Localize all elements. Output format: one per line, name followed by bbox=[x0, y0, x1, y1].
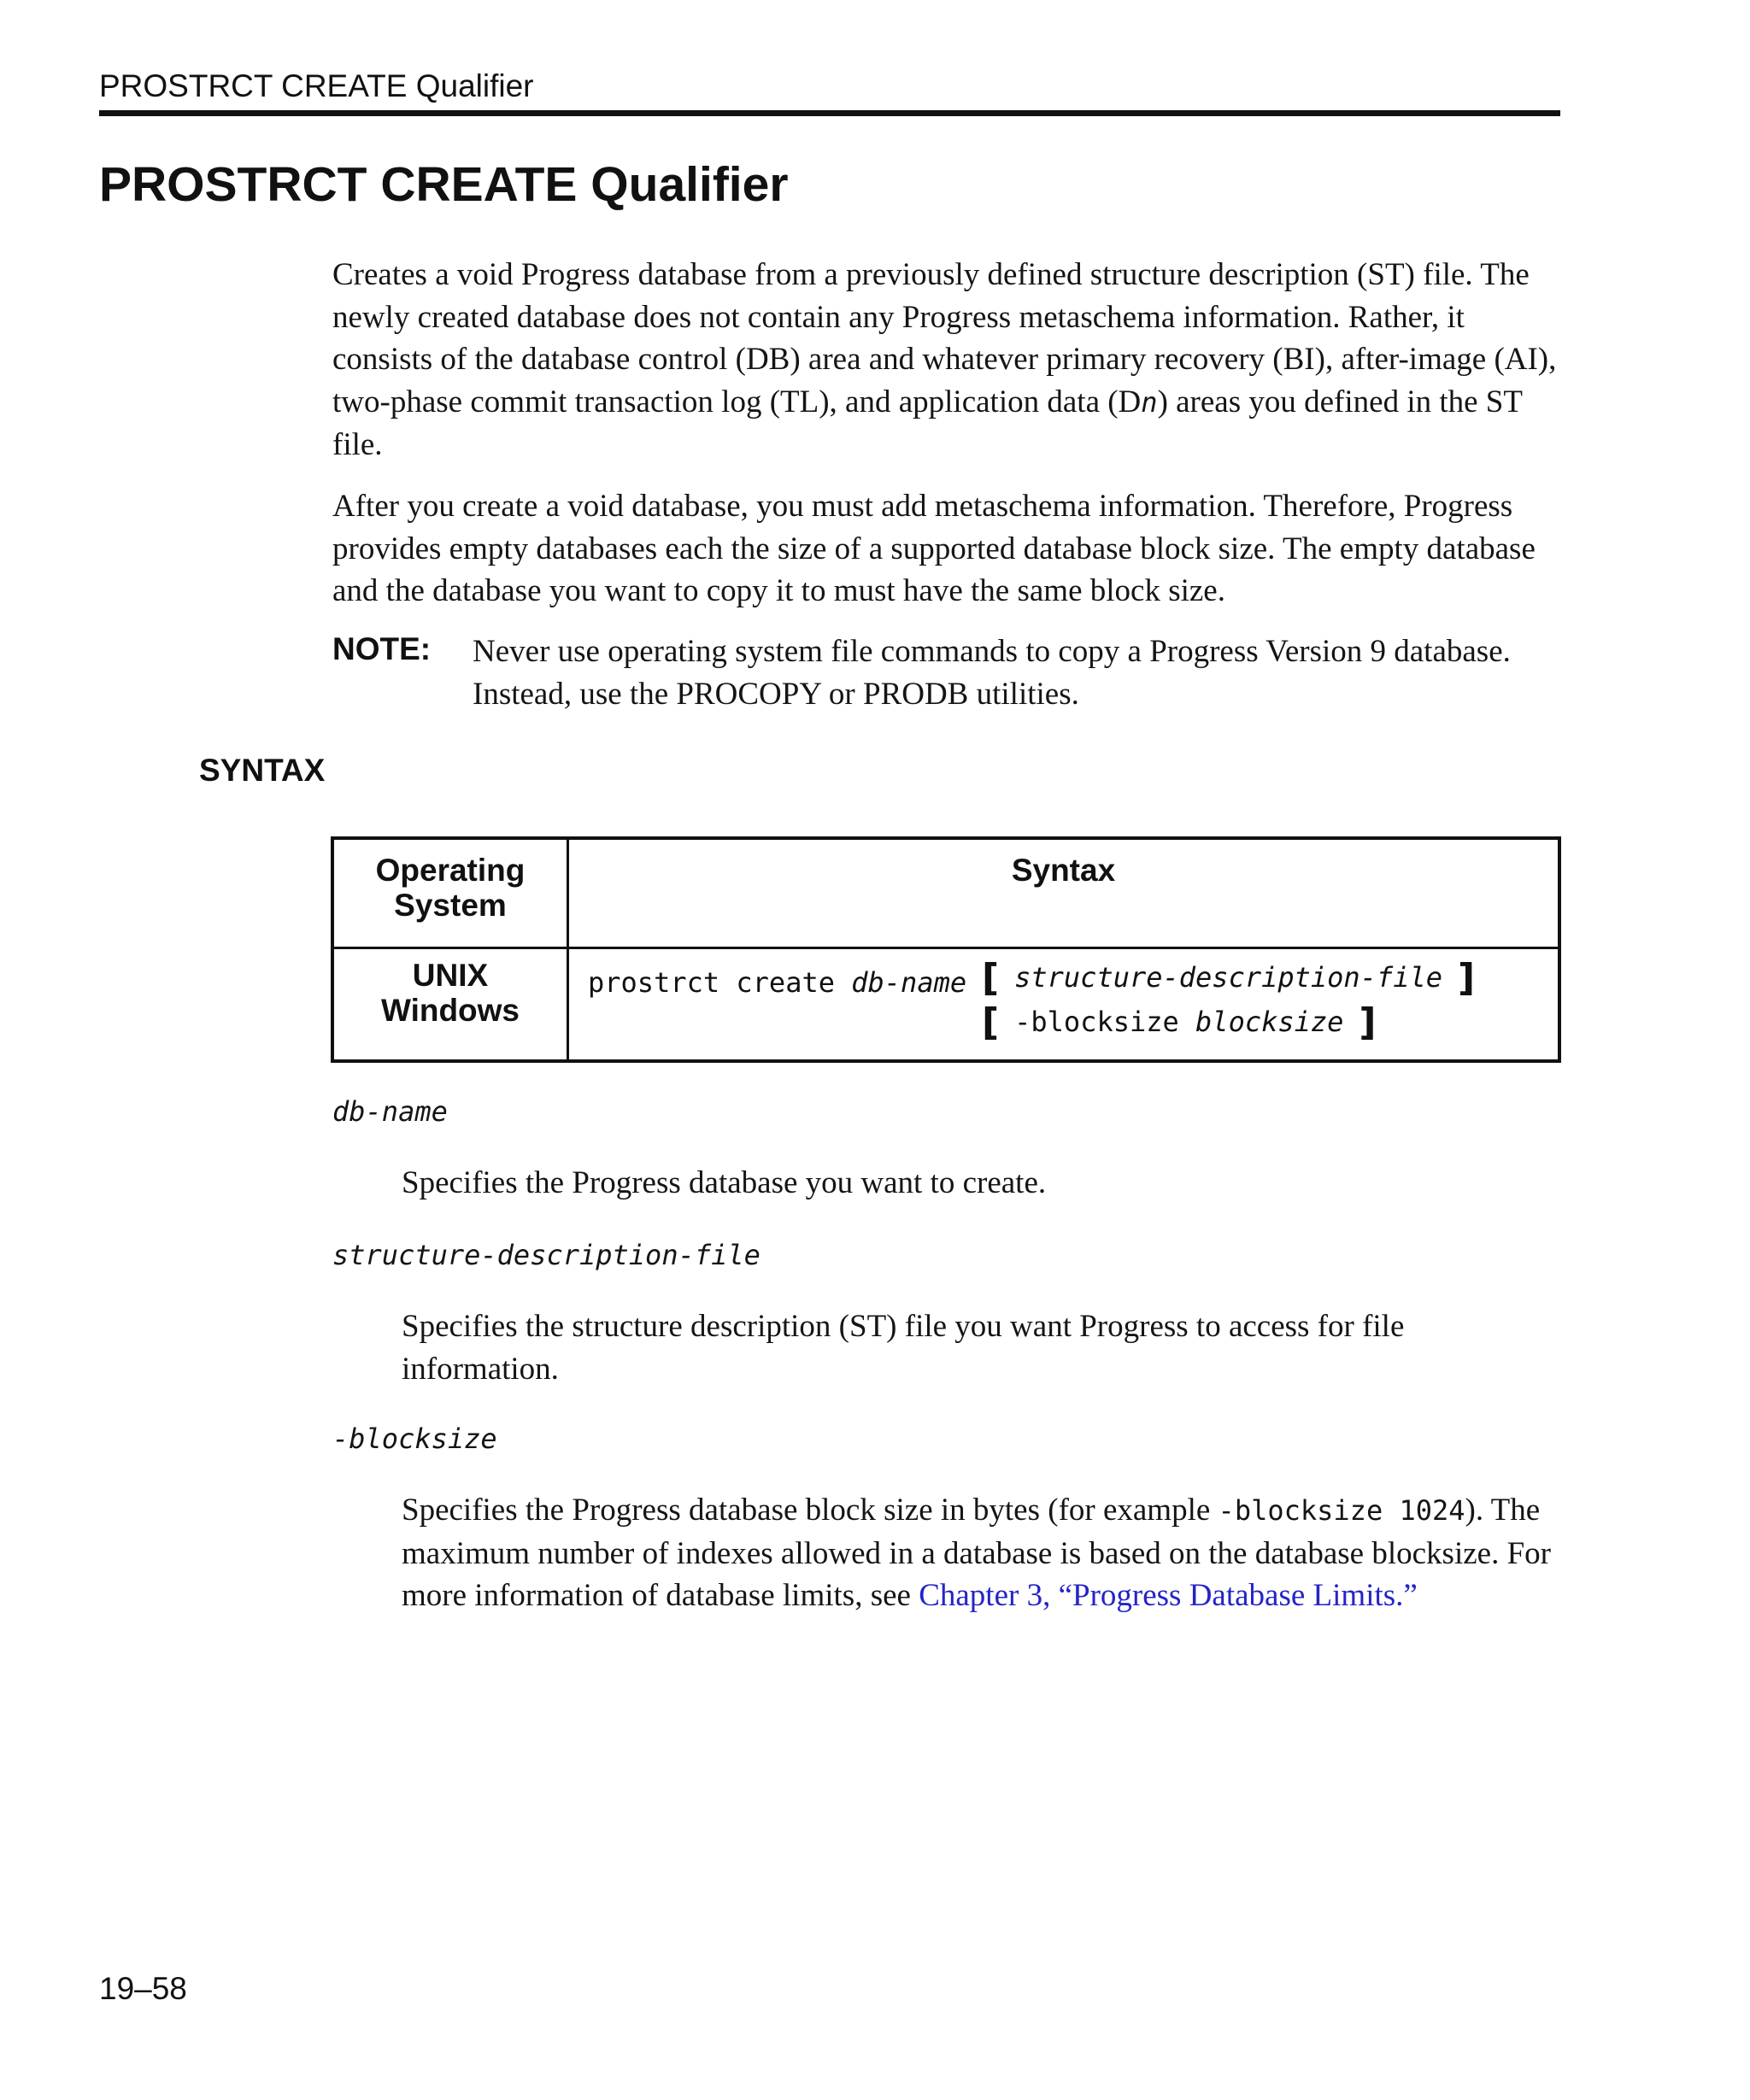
column-header-syntax: Syntax bbox=[1011, 853, 1116, 888]
column-header-operating-system bbox=[334, 853, 567, 923]
close-bracket-icon: ] bbox=[1359, 1000, 1377, 1044]
cell-operating-systems bbox=[334, 958, 567, 1028]
note-label: NOTE: bbox=[332, 631, 432, 666]
blocksize-desc-part-2: ). The maximum number of indexes allowed in a database is based on the database blocksize. For more information of database limits, see bbox=[402, 1493, 1551, 1613]
param-term-blocksize: -blocksize bbox=[332, 1422, 497, 1455]
os-unix: UNIX bbox=[412, 958, 489, 993]
param-desc-db-name: Specifies the Progress database you want to create. bbox=[402, 1165, 1047, 1200]
syntax-blocksize-flag: -blocksize bbox=[1014, 1006, 1196, 1038]
param-term-db-name: db-name bbox=[332, 1095, 448, 1128]
blocksize-desc-part-1: Specifies the Progress database block size in bytes (for example bbox=[402, 1493, 1219, 1528]
column-header-os-line1: Operating bbox=[375, 853, 526, 888]
syntax-command: prostrct create bbox=[588, 966, 852, 999]
note-text: Never use operating system file commands to copy a Progress Version 9 database. Instead, use the PROCOPY or PRODB utilities. bbox=[473, 634, 1511, 712]
page-number: 19–58 bbox=[99, 1971, 187, 2006]
close-bracket-icon: ] bbox=[1458, 956, 1476, 1000]
intro-variable-n: n bbox=[1141, 385, 1158, 419]
syntax-table bbox=[331, 836, 1561, 1063]
intro-text-part-1: Creates a void Progress database from a previously defined structure description (ST) file. The newly created database does not contain any Progress metaschema information. Rather, it consists of the database control (DB) area and whatever primary recovery (BI), after-image (AI), two-phase commit transaction log (TL), and application data (D bbox=[332, 257, 1557, 419]
open-bracket-icon: [ bbox=[982, 1000, 1000, 1044]
intro-text-part-2: ) areas you defined in the ST file. bbox=[332, 384, 1523, 462]
header-rule bbox=[99, 110, 1560, 116]
intro-paragraph-1 bbox=[332, 254, 1563, 466]
syntax-optional-sdf bbox=[982, 956, 1476, 1000]
chapter-3-link[interactable]: Chapter 3, “Progress Database Limits.” bbox=[919, 1578, 1418, 1613]
intro-paragraph-2: After you create a void database, you must add metaschema information. Therefore, Progress provides empty databases each the size of a supported database block size. The empty database and the database you want to copy it to must have the same block size. bbox=[332, 489, 1536, 608]
syntax-structure-description-file: structure-description-file bbox=[1014, 961, 1443, 994]
syntax-optional-blocksize bbox=[982, 1000, 1377, 1044]
param-desc-blocksize bbox=[402, 1489, 1564, 1617]
param-desc-structure-description-file: Specifies the structure description (ST) file you want Progress to access for file information. bbox=[402, 1309, 1405, 1387]
syntax-db-name: db-name bbox=[851, 966, 967, 999]
param-term-structure-description-file: structure-description-file bbox=[332, 1239, 760, 1271]
syntax-blocksize-arg: blocksize bbox=[1195, 1006, 1344, 1038]
blocksize-example-code: -blocksize 1024 bbox=[1218, 1494, 1465, 1527]
syntax-heading: SYNTAX bbox=[199, 753, 326, 788]
open-bracket-icon: [ bbox=[982, 956, 1000, 1000]
table-header-divider bbox=[334, 947, 1558, 949]
running-header: PROSTRCT CREATE Qualifier bbox=[99, 68, 534, 103]
page-title: PROSTRCT CREATE Qualifier bbox=[99, 157, 789, 212]
os-windows: Windows bbox=[380, 993, 520, 1028]
column-header-os-line2: System bbox=[394, 888, 507, 923]
syntax-line-1 bbox=[588, 966, 966, 999]
